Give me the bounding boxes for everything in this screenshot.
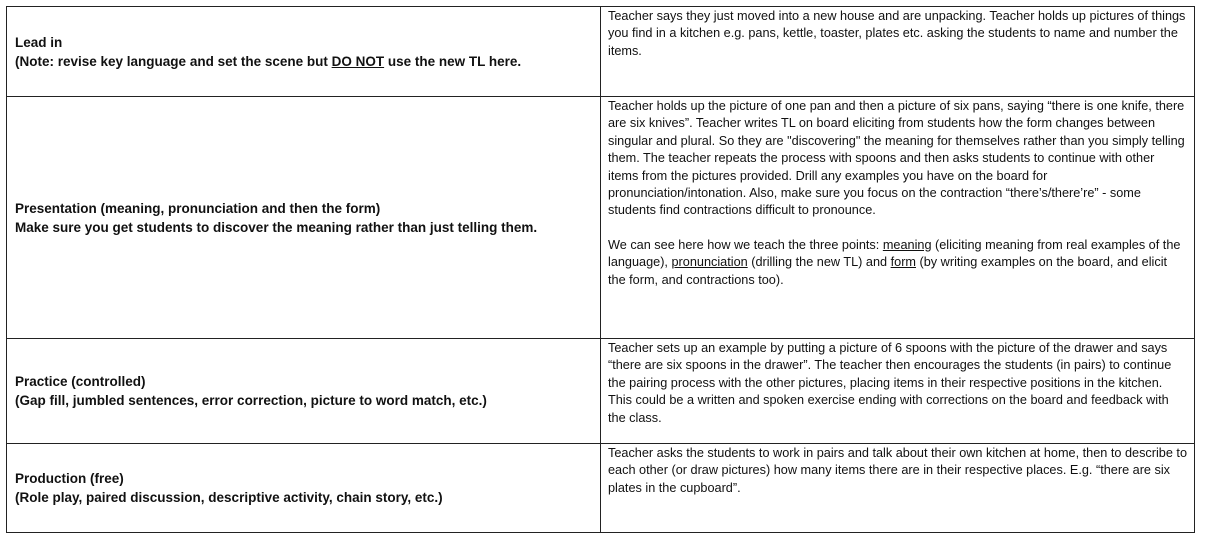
stage-title: Production (free): [15, 471, 124, 486]
summary-text: (by writing examples on the board, and elicit the form, and contractions too).: [608, 255, 1168, 287]
stage-note-text-end: use the new TL here.: [384, 53, 522, 69]
summary-form: form: [890, 255, 916, 270]
stage-cell: [7, 444, 601, 533]
table-row-presentation: [7, 97, 1195, 339]
description-cell: [601, 444, 1195, 533]
stage-note: (Gap fill, jumbled sentences, error correction, picture to word match, etc.): [15, 393, 487, 408]
stage-title: Practice (controlled): [15, 374, 146, 389]
stage-note: Make sure you get students to discover the meaning rather than just telling them.: [15, 219, 538, 235]
table-row-lead-in: [7, 7, 1195, 97]
description-text: Teacher says they just moved into a new house and are unpacking. Teacher holds up pictures of things you find in a kitchen e.g. pans, kettle, toaster, plates etc. asking the students to name and number the items.: [608, 9, 1186, 58]
summary-meaning: meaning: [882, 237, 932, 252]
description-cell: [601, 7, 1195, 97]
summary-text: (drilling the new TL) and: [747, 255, 891, 270]
stage-cell: [7, 7, 601, 97]
stage-note-emphasis: DO NOT: [331, 53, 385, 69]
description-text: Teacher holds up the picture of one pan and then a picture of six pans, saying “there is one knife, there are six knives”. Teacher writes TL on board eliciting from students how the form changes between singular and plural. So they are "discovering" the meaning for themselves rather than you simply telling them. The teacher repeats the process with spoons and then asks students to continue with other items from the pictures provided. Drill any examples you have on the board for pronunciation/intonation. Also, make sure you focus on the contraction “there’s/there’re” - some students find contractions difficult to pronounce.: [608, 99, 1185, 218]
summary-pronunciation: pronunciation: [671, 255, 748, 270]
stage-note: (Role play, paired discussion, descriptive activity, chain story, etc.): [15, 490, 443, 505]
lesson-plan-table: [6, 6, 1195, 533]
stage-title: Lead in: [15, 34, 63, 50]
stage-cell: [7, 339, 601, 444]
description-cell: [601, 97, 1195, 339]
summary-text: We can see here how we teach the three points:: [608, 237, 883, 252]
stage-cell: [7, 97, 601, 339]
summary-text: (eliciting meaning from real examples of the language),: [608, 237, 1181, 270]
description-text: Teacher sets up an example by putting a picture of 6 spoons with the picture of the drawer and says “there are six spoons in the drawer”. The teacher then encourages the students (in pairs) to continue the pairing process with the other pictures, placing items in their respective positions in the kitchen. This could be a written and spoken exercise ending with corrections on the board and feedback with the class.: [608, 341, 1172, 425]
stage-note-text: (Note: revise key language and set the scene but: [15, 53, 332, 69]
stage-note: [15, 52, 592, 71]
description-text: Teacher asks the students to work in pairs and talk about their own kitchen at home, then to describe to each other (or draw pictures) how many items there are in their respective places. E.g. “there are six plates in the cupboard”.: [608, 446, 1188, 495]
stage-title: Presentation (meaning, pronunciation and then the form): [15, 200, 381, 216]
table-row-practice: [7, 339, 1195, 444]
table-row-production: [7, 444, 1195, 533]
description-summary: [608, 237, 1188, 289]
description-cell: [601, 339, 1195, 444]
